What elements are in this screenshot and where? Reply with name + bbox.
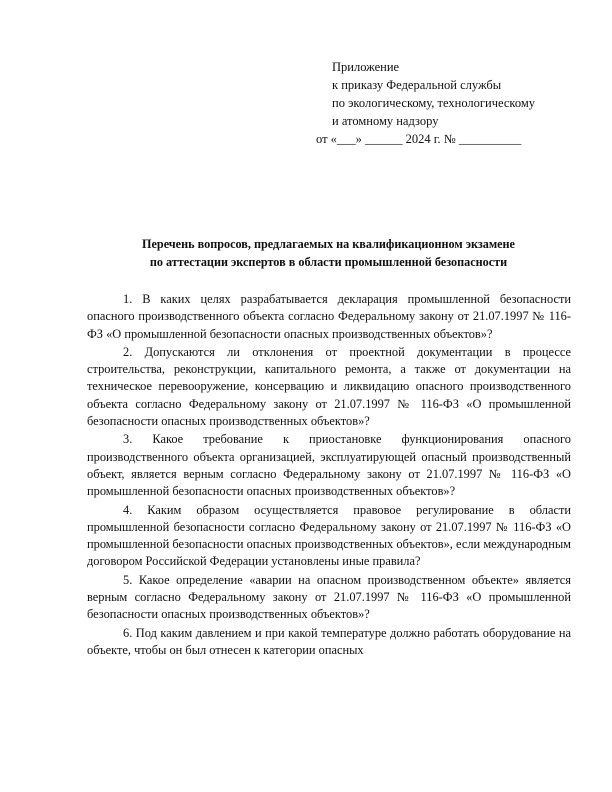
question-item: 4. Каким образом осуществляется правовое регулирование в области промышленной безопасности согласно Федеральному закону от 21.07.1997 № 116-ФЗ «О промышленной безопасности опасных производственных объектов», если международным договором Российской Федерации установлены иные правила?: [87, 502, 571, 569]
appendix-date-line: от «___» ______ 2024 г. № __________: [316, 132, 522, 146]
question-item: 6. Под каким давлением и при какой температуре должно работать оборудование на объекте, чтобы он был отнесен к категории опасных: [87, 625, 571, 657]
appendix-line: к приказу Федеральной службы: [332, 78, 502, 92]
question-item: 1. В каких целях разрабатывается декларация промышленной безопасности опасного производственного объекта согласно Федеральному закону от 21.07.1997 № 116-ФЗ «О промышленной безопасности опасных производственных объектов»?: [87, 292, 571, 341]
question-item: 3. Какое требование к приостановке функционирования опасного производственного объекта организацией, эксплуатирующей опасный производственный объект, является верным согласно Федеральному закону от 21.07.1997 № 116-ФЗ «О промышленной безопасности опасных производственных объектов»?: [87, 432, 571, 499]
title-line: Перечень вопросов, предлагаемых на квалификационном экзамене: [142, 237, 515, 251]
appendix-line: и атомному надзору: [332, 114, 439, 128]
appendix-block: [316, 58, 536, 148]
appendix-line: по экологическому, технологическому: [332, 96, 536, 110]
question-item: 2. Допускаются ли отклонения от проектной документации в процессе строительства, реконструкции, капитального ремонта, а также от документации на техническое перевооружение, консервацию и ликвидацию опасного производственного объекта согласно Федеральному закону от 21.07.1997 № 116-ФЗ «О промышленной безопасности опасных производственных объектов»?: [87, 344, 571, 429]
questions-list: [87, 291, 571, 660]
question-item: 5. Какое определение «аварии на опасном производственном объекте» является верным согласно Федеральному закону от 21.07.1997 № 116-ФЗ «О промышленной безопасности опасных производственных объектов»?: [87, 572, 571, 622]
title-line: по аттестации экспертов в области промышленной безопасности: [149, 255, 508, 269]
document-title: [80, 235, 577, 271]
appendix-line: Приложение: [332, 60, 400, 74]
